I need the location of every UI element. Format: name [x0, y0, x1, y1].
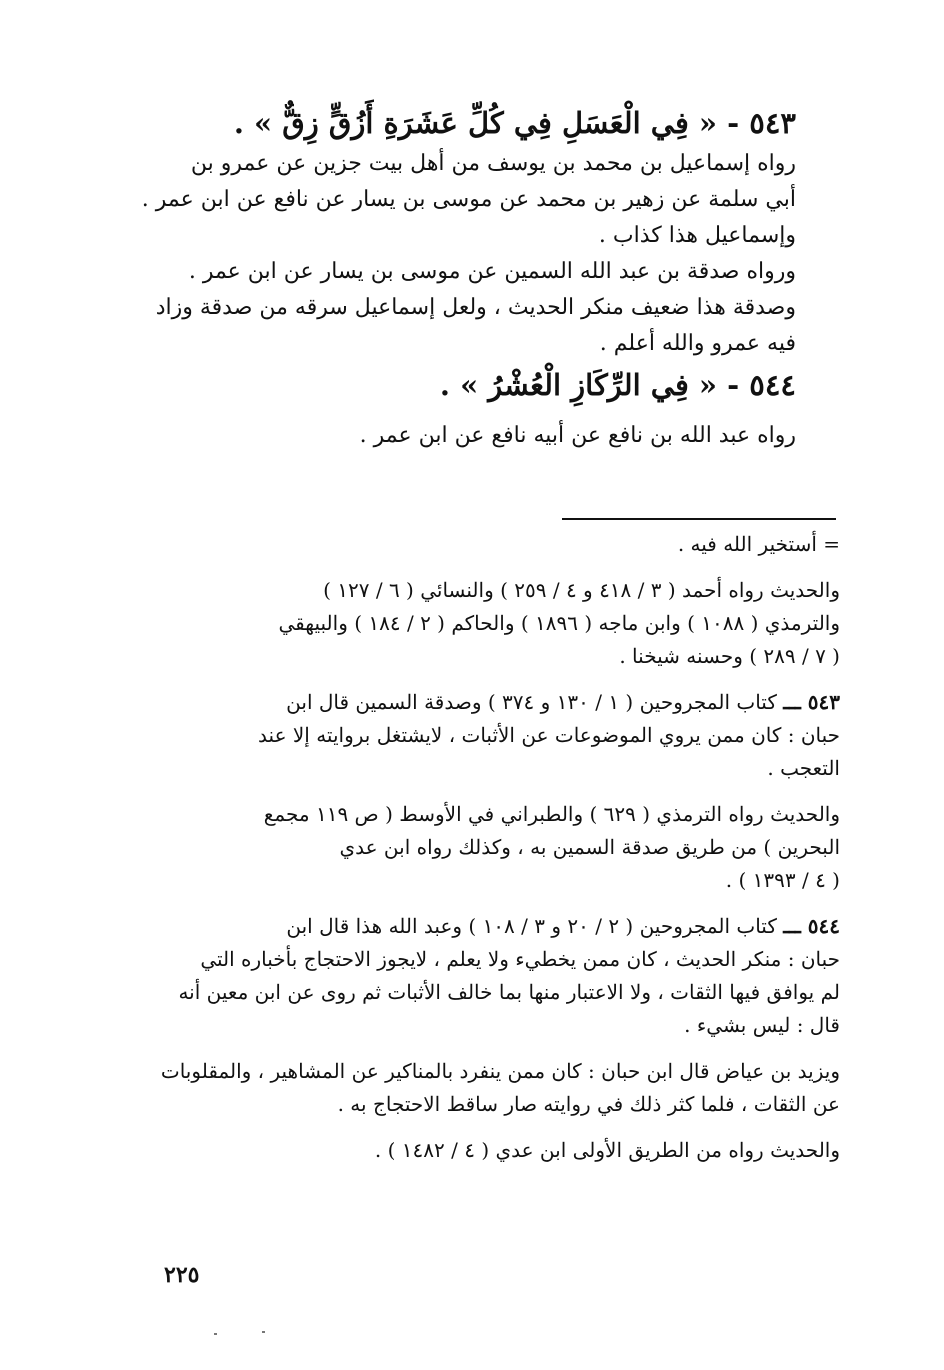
text-line: فيه عمرو والله أعلم . — [599, 331, 796, 356]
text-line: رواه عبد الله بن نافع عن أبيه نافع عن ابن عمر . — [359, 423, 796, 448]
hadith-heading-543: ٥٤٣ - « فِي الْعَسَلِ فِي كُلِّ عَشَرَةِ أَزُقٍّ زِقٌّ » . — [233, 106, 796, 140]
footnote-line: والحديث رواه أحمد ( ٣ / ٤١٨ و ٤ / ٢٥٩ ) والنسائي ( ٦ / ١٢٧ ) — [323, 578, 840, 602]
text-line: أبي سلمة عن زهير بن محمد عن موسى بن يسار عن نافع عن ابن عمر . — [141, 187, 796, 212]
main-text — [140, 100, 796, 454]
footnote-text: كتاب المجروحين ( ١ / ١٣٠ و ٣٧٤ ) وصدقة السمين قال ابن — [286, 690, 777, 714]
scan-speck — [262, 1331, 265, 1333]
hadith-heading-544: ٥٤٤ - « فِي الرِّكَازِ الْعُشْرُ » . — [439, 368, 796, 402]
footnote-line — [150, 686, 840, 719]
footnote-line: والحديث رواه الترمذي ( ٦٢٩ ) والطبراني في الأوسط ( ص ١١٩ مجمع — [263, 802, 840, 826]
scan-speck — [214, 1333, 217, 1335]
footnote-line: والحديث رواه من الطريق الأولى ابن عدي ( ٤ / ١٤٨٢ ) . — [374, 1138, 840, 1162]
footnote-line — [150, 910, 840, 943]
footnote-line: ويزيد بن عياض قال ابن حبان : كان ممن ينفرد بالمناكير عن المشاهير ، والمقلوبات — [160, 1059, 840, 1083]
footnote-line: والترمذي ( ١٠٨٨ ) وابن ماجه ( ١٨٩٦ ) والحاكم ( ٢ / ١٨٤ ) والبيهقي — [278, 611, 840, 635]
footnote-line: حبان : كان ممن يروي الموضوعات عن الأثبات ، لايشتغل بروايته إلا عند — [258, 723, 840, 747]
text-line: رواه إسماعيل بن محمد بن يوسف من أهل بيت جزين عن عمرو بن — [190, 151, 796, 176]
footnote-line: عن الثقات ، فلما كثر ذلك في روايته صار ساقط الاحتجاج به . — [337, 1092, 840, 1116]
footnote-divider — [562, 518, 836, 520]
footnote-continuation: = أستخير الله فيه . — [677, 532, 840, 556]
footnote-line: قال : ليس بشيء . — [684, 1013, 840, 1037]
text-line: وإسماعيل هذا كذاب . — [598, 223, 796, 248]
text-line: ورواه صدقة بن عبد الله السمين عن موسى بن يسار عن ابن عمر . — [188, 259, 796, 284]
footnote-line: ( ٤ / ١٣٩٣ ) . — [725, 868, 840, 892]
footnote-line: حبان : منكر الحديث ، كان ممن يخطيء ولا يعلم ، لايجوز الاحتجاج بأخباره التي — [200, 947, 840, 971]
page-number: ٢٢٥ — [164, 1262, 200, 1288]
footnote-number-543: ٥٤٣ ـــ — [783, 690, 840, 714]
footnote-line: البحرين ) من طريق صدقة السمين به ، وكذلك رواه ابن عدي — [339, 835, 840, 859]
footnote-number-544: ٥٤٤ ـــ — [783, 914, 840, 938]
footnote-line: التعجب . — [767, 756, 840, 780]
text-line: وصدقة هذا ضعيف منكر الحديث ، ولعل إسماعيل سرقه من صدقة وزاد — [155, 295, 796, 320]
footnote-text: كتاب المجروحين ( ٢ / ٢٠ و ٣ / ١٠٨ ) وعبد الله هذا قال ابن — [286, 914, 777, 938]
footnote-line: ( ٧ / ٢٨٩ ) وحسنه شيخنا . — [619, 644, 840, 668]
footnotes — [150, 528, 840, 1167]
footnote-line: لم يوافق فيها الثقات ، ولا الاعتبار منها بما خالف الأثبات ثم روى عن ابن معين أنه — [178, 980, 840, 1004]
